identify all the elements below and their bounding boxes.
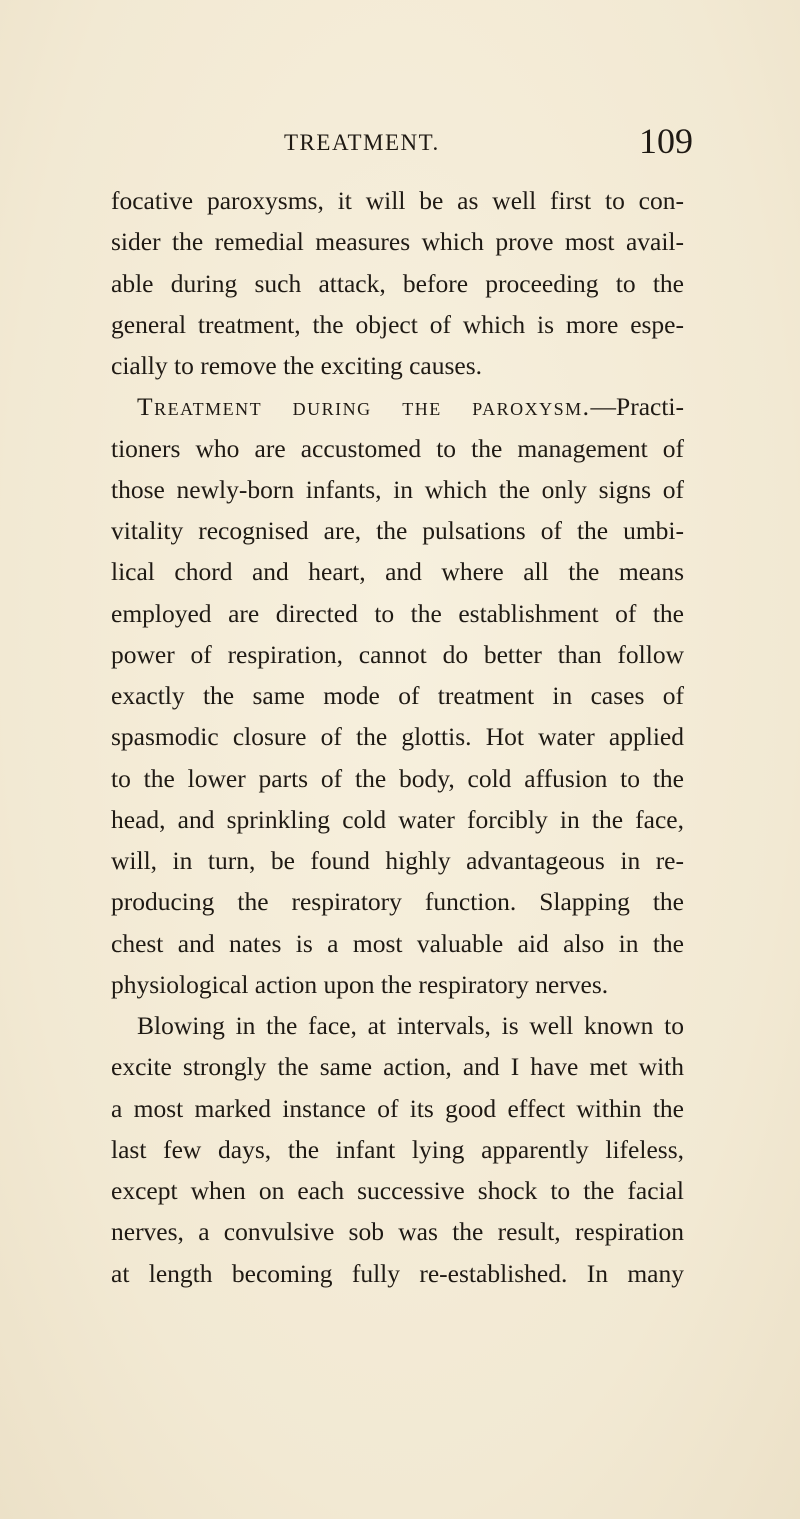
section-heading: Treatment during the paroxysm. — [137, 392, 591, 422]
text-line: chest and nates is a most valuable aid also in the — [111, 928, 684, 958]
text-line: Blowing in the face, at intervals, is well known to — [137, 1011, 684, 1040]
text-line: at length becoming fully re-established. In many — [111, 1258, 684, 1288]
text-line: last few days, the infant lying apparently lifeless, — [111, 1134, 684, 1164]
text-line: lical chord and heart, and where all the means — [111, 557, 684, 587]
text-line: vitality recognised are, the pulsations of the umbi- — [111, 516, 684, 545]
text-line: spasmodic closure of the glottis. Hot water applied — [111, 722, 684, 752]
section-heading-line — [111, 386, 684, 427]
text-line: to the lower parts of the body, cold affusion to the — [111, 763, 684, 793]
body-text — [111, 180, 684, 1294]
running-head — [0, 120, 800, 160]
text-line: exactly the same mode of treatment in cases of — [111, 681, 684, 710]
text-line: producing the respiratory function. Slapping the — [111, 887, 684, 917]
text-line: nerves, a convulsive sob was the result, respiration — [111, 1217, 684, 1247]
text-line: head, and sprinkling cold water forcibly in the face, — [111, 804, 684, 834]
text-line: sider the remedial measures which prove most avail- — [111, 227, 684, 257]
text-line: employed are directed to the establishment of the — [111, 598, 684, 628]
page-number: 109 — [639, 121, 693, 161]
text-line: excite strongly the same action, and I have met with — [111, 1052, 684, 1082]
text-line: power of respiration, cannot do better than follow — [111, 639, 684, 669]
text-line: physiological action upon the respiratory nerves. — [111, 969, 609, 999]
text-line: focative paroxysms, it will be as well first to con- — [111, 186, 684, 215]
text-line: general treatment, the object of which is more espe- — [111, 309, 684, 339]
text-line: except when on each successive shock to the facial — [111, 1176, 684, 1205]
text-line: a most marked instance of its good effect within the — [111, 1093, 684, 1123]
text-line: tioners who are accustomed to the management of — [111, 433, 684, 463]
section-heading-tail: —Practi- — [590, 392, 684, 422]
text-line: cially to remove the exciting causes. — [111, 351, 483, 380]
text-line: those newly-born infants, in which the only signs of — [111, 474, 684, 504]
text-line: will, in turn, be found highly advantageous in re- — [111, 846, 684, 875]
text-line: able during such attack, before proceeding to the — [111, 268, 684, 298]
running-title: TREATMENT. — [284, 130, 440, 155]
